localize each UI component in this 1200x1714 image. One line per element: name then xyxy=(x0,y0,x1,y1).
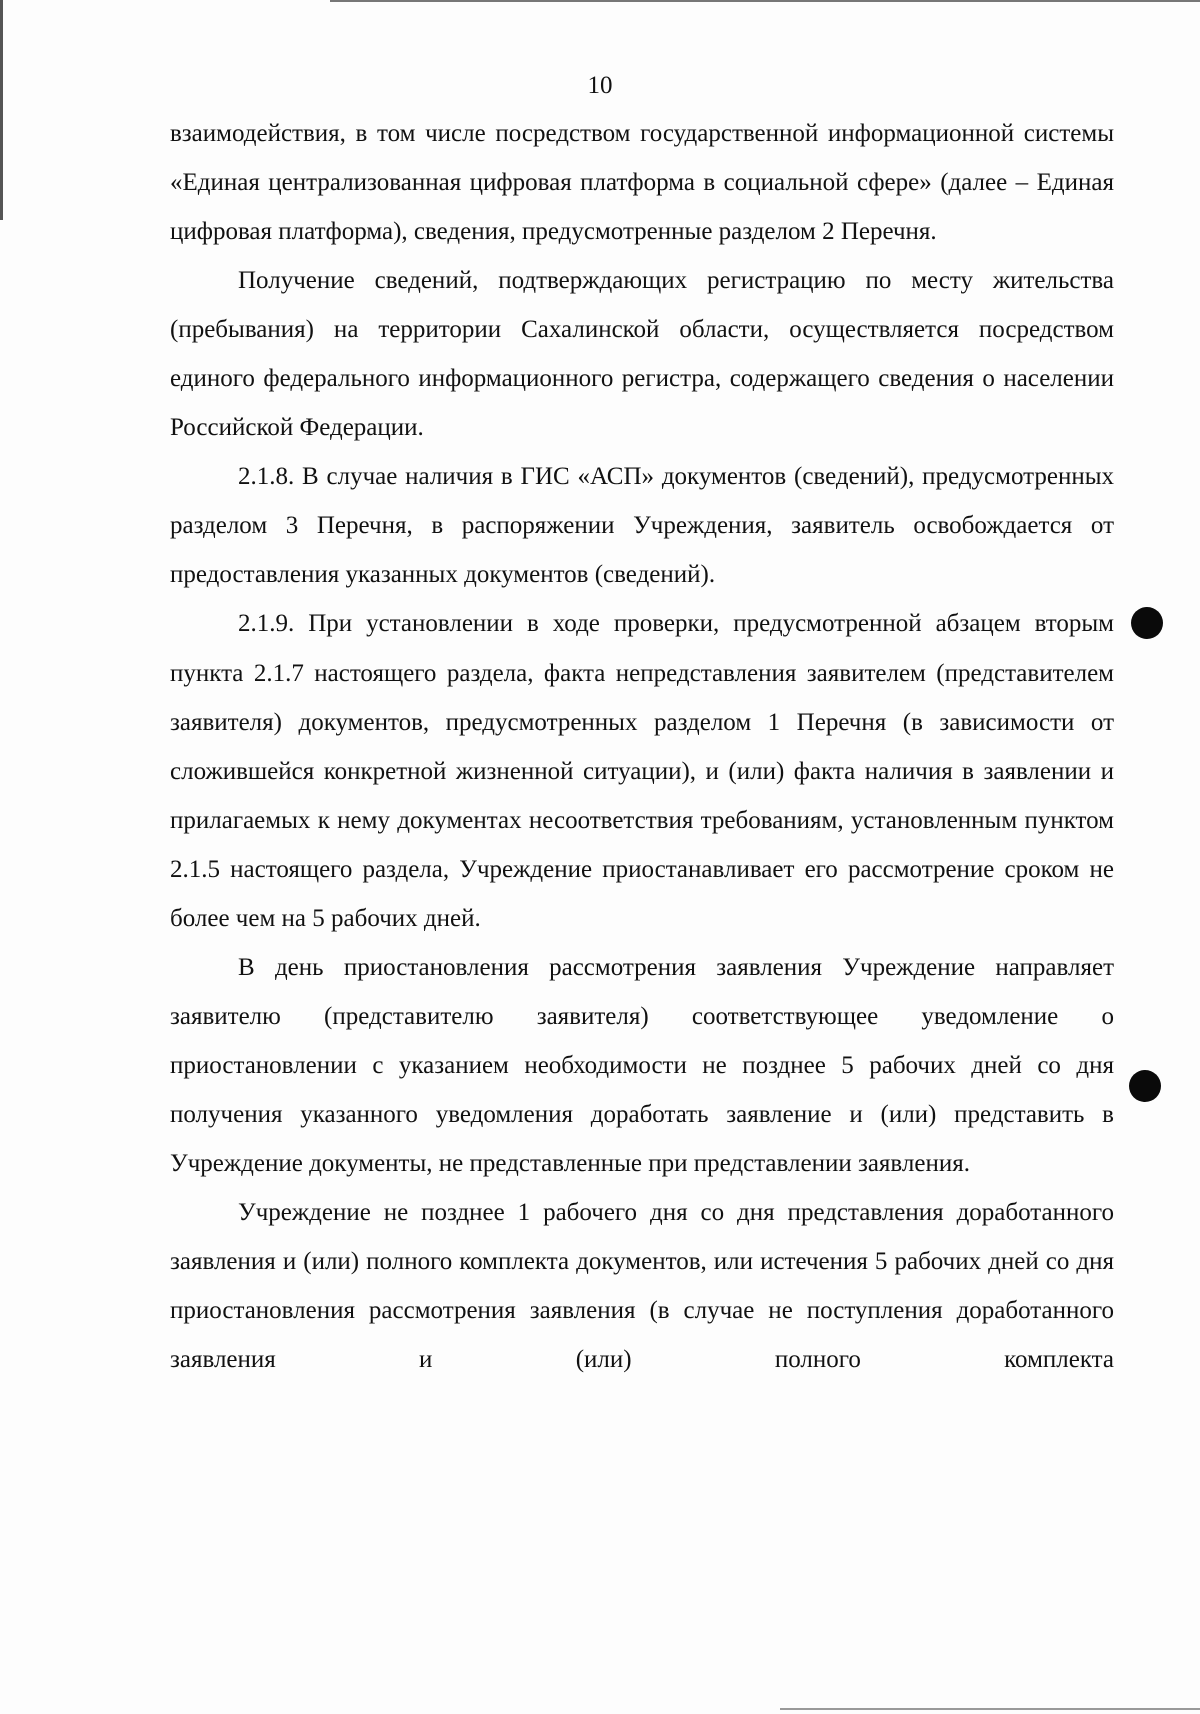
scan-edge-mark xyxy=(0,0,3,220)
page-number: 10 xyxy=(587,72,613,99)
paragraph-registration: Получение сведений, подтверждающих регистрацию по месту жительства (пребывания) на территории Сахалинской области, осуществляется посредством единого федерального информационного регистра, содержащего сведения о населении Российской Федерации. xyxy=(170,267,1114,442)
document-body xyxy=(170,109,1114,1384)
scan-top-line xyxy=(330,0,1200,2)
punch-hole-mark xyxy=(1129,1070,1161,1102)
punch-hole-mark xyxy=(1131,607,1163,639)
paragraph-2-1-9: 2.1.9. При установлении в ходе проверки, предусмотренной абзацем вторым пункта 2.1.7 настоящего раздела, факта непредставления заявителем (представителем заявителя) документов, предусмотренных разделом 1 Перечня (в зависимости от сложившейся конкретной жизненной ситуации), и (или) факта наличия в заявлении и прилагаемых к нему документах несоответствия требованиям, установленным пунктом 2.1.5 настоящего раздела, Учреждение приостанавливает его рассмотрение сроком не более чем на 5 рабочих дней. xyxy=(170,610,1114,932)
paragraph-2-1-8: 2.1.8. В случае наличия в ГИС «АСП» документов (сведений), предусмотренных разделом 3 Перечня, в распоряжении Учреждения, заявитель освобождается от предоставления указанных документов (сведений). xyxy=(170,463,1114,589)
scan-bottom-line xyxy=(780,1708,1200,1710)
paragraph-resumption: Учреждение не позднее 1 рабочего дня со дня представления доработанного заявления и (или) полного комплекта документов, или истечения 5 рабочих дней со дня приостановления рассмотрения заявления (в случае не поступления доработанного заявления и (или) полного комплекта xyxy=(170,1199,1114,1374)
paragraph-continuation: взаимодействия, в том числе посредством государственной информационной системы «Единая централизованная цифровая платформа в социальной сфере» (далее – Единая цифровая платформа), сведения, предусмотренные разделом 2 Перечня. xyxy=(170,120,1114,246)
paragraph-suspension-notice: В день приостановления рассмотрения заявления Учреждение направляет заявителю (представителю заявителя) соответствующее уведомление о приостановлении с указанием необходимости не позднее 5 рабочих дней со дня получения указанного уведомления доработать заявление и (или) представить в Учреждение документы, не представленные при представлении заявления. xyxy=(170,953,1114,1177)
